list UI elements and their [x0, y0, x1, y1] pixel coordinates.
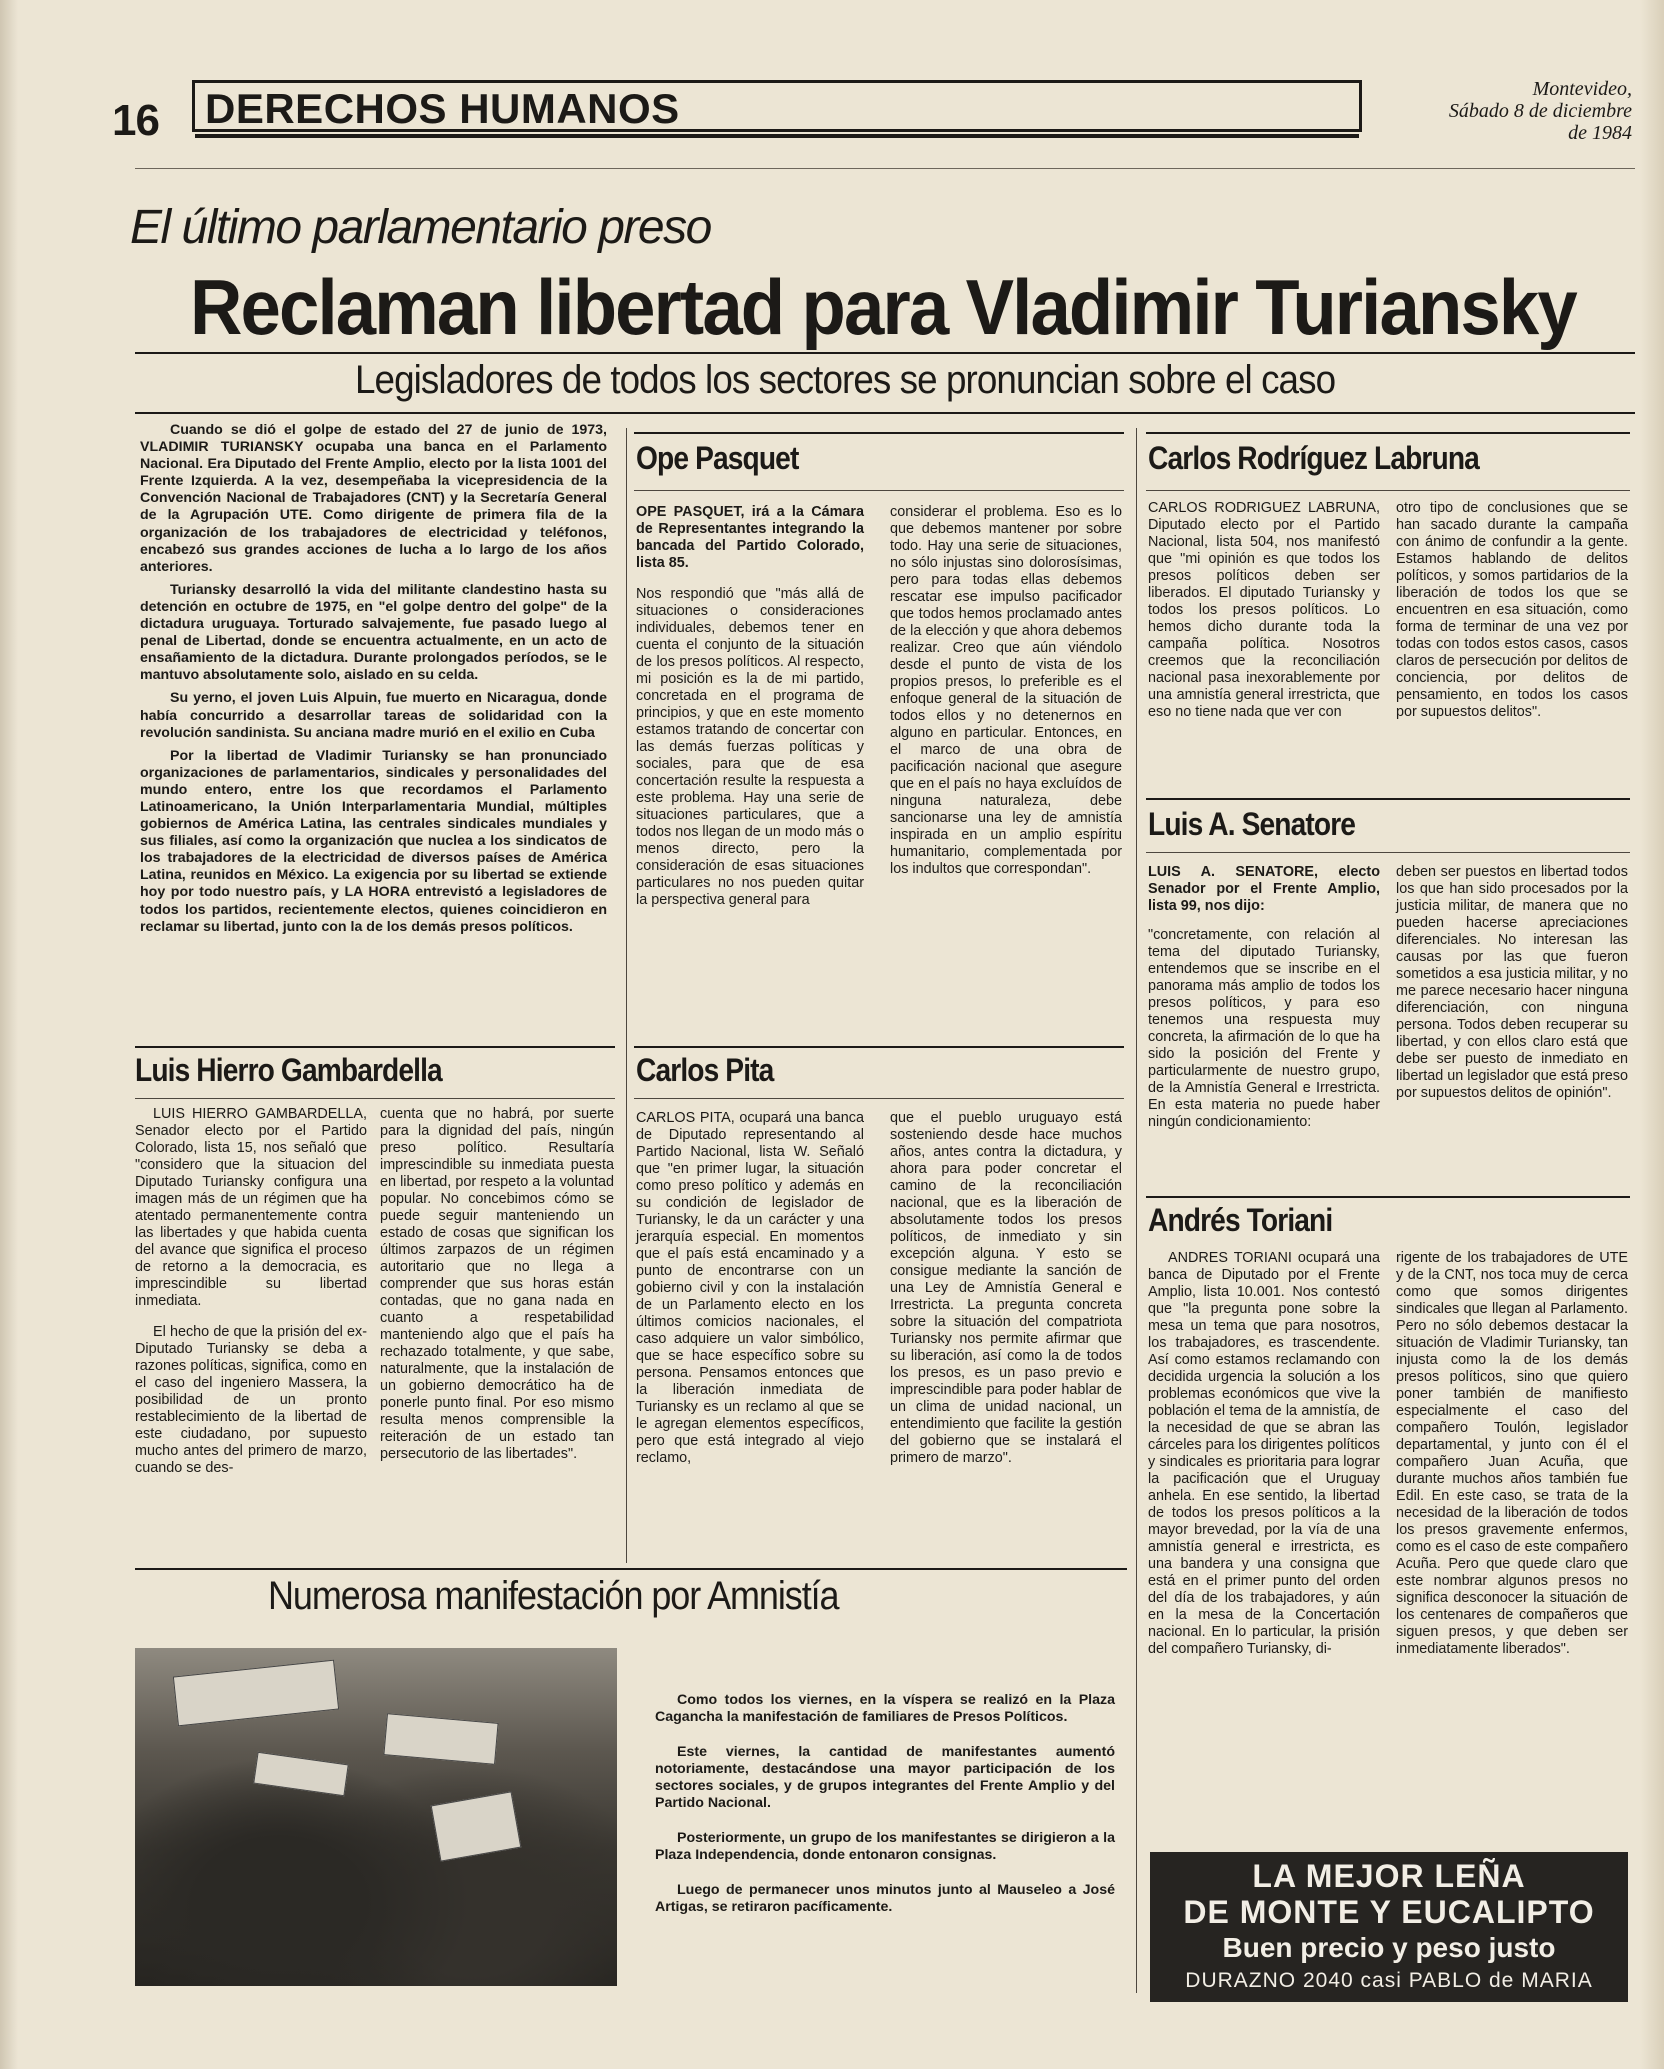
section-underline — [634, 1098, 1124, 1099]
section-underline — [1146, 852, 1630, 853]
ad-line: LA MEJOR LEÑA — [1252, 1858, 1526, 1894]
section-banner — [192, 80, 1362, 132]
paper-edge-right — [1640, 0, 1664, 2069]
demonstration-photo — [135, 1648, 617, 1986]
section-underline — [135, 1098, 615, 1099]
pita-column-1 — [636, 1110, 864, 1473]
labruna-paragraph: otro tipo de conclusiones que se han sacado durante la campaña con ánimo de confundir a la gente. Estamos hablando de delitos políticos, y somos partidarios de la liberación de todos los que se encuentren en esa situación, como forma de terminar de una vez por todas con todos estos casos, casos claros de persecución por delitos de conciencia, por delitos de pensamiento, en todos los casos por supuestos delitos". — [1396, 500, 1628, 720]
pasquet-paragraph: considerar el problema. Eso es lo que debemos mantener por sobre todo. Hay una serie de situaciones, no sólo injustas sino dolorosísimas, pero para todas ellas debemos rescatar ese impulso pacificador que todos hemos proclamado antes de la elección y que ahora debemos realizar. Creo que aún viéndolo desde el punto de vista de los propios presos, lo preferible es el enfoque general de la situación de todos ellos y no detenernos en alguno en particular. Entonces, en el marco de una obra de pacificación nacional que asegure que en el país no haya excluídos de ninguna naturaleza, debe sancionarse una ley de amnistía inspirada en un amplio espíritu humanitario, complementada por los indultos que correspondan". — [890, 504, 1122, 877]
senatore-paragraph: LUIS A. SENATORE, electo Senador por el Frente Amplio, lista 99, nos dijo: — [1148, 864, 1380, 914]
pita-paragraph: CARLOS PITA, ocupará una banca de Diputado representando al Partido Nacional, lista W. Señaló que "en primer lugar, la situación como preso político y además en su condición de legislador de Turiansky, le da un carácter y una jerarquía especial. En momentos que el país está encaminado y a punto de encontrarse con un gobierno civil y con la instalación de un Parlamento electo en los últimos comicios nacionales, el caso adquiere un valor simbólico, que se hace específico sobre su persona. Pensamos entonces que la liberación inmediata de Turiansky es un reclamo al que se le agregan elementos específicos, pero que está integrado al viejo reclamo, — [636, 1110, 864, 1466]
ad-slogan: Buen precio y peso justo — [1222, 1932, 1556, 1963]
section-rule — [135, 1046, 615, 1048]
column-divider — [1136, 428, 1137, 1993]
pasquet-paragraph: OPE PASQUET, irá a la Cámara de Representantes integrando la bancada del Partido Colorado, lista 85. — [636, 504, 864, 571]
protest-banner-shape — [173, 1660, 339, 1727]
hierro-column-2 — [380, 1106, 614, 1469]
labruna-column-1 — [1148, 500, 1380, 727]
toriani-paragraph: rigente de los trabajadores de UTE y de la CNT, nos toca muy de cerca como que somos dirigentes sindicales que llegan al Parlamento. Pero no sólo debemos destacar la situación de Vladimir Turiansky, tan injusta como la de los demás presos políticos, sino que quiero poner también de manifiesto especialmente el caso del compañero Toulón, legislador departamental, y junto con él el compañero Juan Acuña, que durante muchos años también fue Edil. En este caso, se trata de la necesidad de la liberación de todos los presos gravemente enfermos, como es el caso de este compañero Acuña. Pero que quede claro que este nombrar algunos presos no significa desconocer la situación de los centenares de compañeros que siguen presos, y que deben ser inmediatamente liberados". — [1396, 1250, 1628, 1657]
intro-paragraph: Cuando se dió el golpe de estado del 27 de junio de 1973, VLADIMIR TURIANSKY ocupaba una banca en el Parlamento Nacional. Era Diputado del Frente Amplio, electo por la lista 1001 del Frente Izquierda. A la vez, desempeñaba la vicepresidencia de la Convención Nacional de Trabajadores (CNT) y la Secretaría General de la Agrupación UTE. Como dirigente de primera fila de la organización de los trabajadores de electricidad y teléfonos, encabezó sus grandes acciones de lucha a lo largo de los años anteriores. — [140, 422, 607, 575]
page-number: 16 — [112, 96, 159, 145]
headline-rule — [135, 352, 1635, 354]
section-rule — [1146, 432, 1630, 434]
header-rule — [135, 168, 1635, 169]
section-rule — [634, 1046, 1124, 1048]
manifestacion-paragraph: Posteriormente, un grupo de los manifestantes se dirigieron a la Plaza Independencia, donde entonaron consignas. — [655, 1830, 1115, 1863]
section-rule — [1146, 798, 1630, 800]
hierro-paragraph: cuenta que no habrá, por suerte para la dignidad del país, ningún preso político. Resultaría imprescindible su inmediata puesta en libertad, por respeto a la voluntad popular. No concebimos cómo se puede seguir manteniendo un estado de cosas que significan los últimos zarpazos de un régimen autoritario que no llega a comprender que sus horas están contadas, que no gana nada en cuanto a respetabilidad manteniendo algo que el país ha rechazado totalmente, y que sabe, naturalmente, que la instalación de un gobierno democrático ha de ponerle punto final. Por eso mismo resulta menos comprensible la reiteración de un estado tan persecutorio de las libertades". — [380, 1106, 614, 1462]
article-subhead: Legisladores de todos los sectores se pronuncian sobre el caso — [355, 358, 1336, 402]
manifestacion-text — [655, 1692, 1115, 1922]
senatore-column-2 — [1396, 864, 1628, 1108]
section-underline — [634, 490, 1124, 491]
article-kicker: El último parlamentario preso — [130, 201, 711, 254]
toriani-column-1 — [1148, 1250, 1380, 1664]
intro-paragraph: Su yerno, el joven Luis Alpuin, fue muerto en Nicaragua, donde había concurrido a desarrollar tareas de solidaridad con la revolución sandinista. Su anciana madre murió en el exilio en Cuba — [140, 690, 607, 741]
hierro-column-1 — [135, 1106, 367, 1483]
dateline-city: Montevideo, — [1532, 78, 1632, 100]
manifestacion-paragraph: Como todos los viernes, en la víspera se realizó en la Plaza Cagancha la manifestación de familiares de Presos Políticos. — [655, 1692, 1115, 1725]
ad-line: DE MONTE Y EUCALIPTO — [1183, 1894, 1595, 1930]
manifestacion-paragraph: Luego de permanecer unos minutos junto al Mauseleo a José Artigas, se retiraron pacíficamente. — [655, 1882, 1115, 1915]
labruna-paragraph: CARLOS RODRIGUEZ LABRUNA, Diputado electo por el Partido Nacional, lista 504, nos manifestó que "mi opinión es que todos los presos políticos deben ser liberados. El diputado Turiansky y todos los presos políticos. Lo hemos dicho durante toda la campaña política. Nosotros creemos que la reconciliación nacional pasa inexorablemente por una amnistía general irrestricta, que eso no tiene nada que ver con — [1148, 500, 1380, 720]
firewood-advertisement — [1150, 1852, 1628, 2002]
senatore-paragraph: deben ser puestos en libertad todos los que han sido procesados por la justicia militar, de manera que no pueden hacerse apreciaciones diferenciales. No interesan las causas por las que fueron sometidos a esa justicia militar, y no me parece necesario hacer ninguna diferenciación, con ninguna persona. Todos deben recuperar su libertad, y con ellos claro está que debe ser puesto de inmediato en libertad un legislador que está preso por supuestos delitos de opinión". — [1396, 864, 1628, 1101]
section-title: DERECHOS HUMANOS — [205, 85, 680, 132]
intro-paragraph: Por la libertad de Vladimir Turiansky se han pronunciado organizaciones de parlamentarios, sindicales y personalidades del mundo entero, entre los que recordamos el Parlamento Latinoamericano, la Unión Interparlamentaria Mundial, múltiples gobiernos de América Latina, las centrales sindicales mundiales y sus filiales, así como la organización que nuclea a los sindicatos de los trabajadores de la electricidad de diversos países de América Latina, reunidos en México. La exigencia por su libertad se extiende hoy por todo nuestro país, y LA HORA entrevistó a legisladores de todos los partidos, recientemente electos, quienes coincidieron en reclamar su libertad, junto con la de los demás presos políticos. — [140, 747, 607, 935]
article-headline: Reclaman libertad para Vladimir Turiansky — [190, 263, 1576, 351]
pasquet-column-1 — [636, 504, 864, 915]
protest-banner-shape — [431, 1791, 522, 1861]
dateline-day: Sábado 8 de diciembre — [1448, 100, 1632, 122]
section-heading-hierro: Luis Hierro Gambardella — [135, 1052, 442, 1088]
pasquet-paragraph: Nos respondió que "más allá de situaciones o consideraciones individuales, debemos tener en cuenta el conjunto de la situación de los presos políticos. Al respecto, mi posición es la de mi partido, concretada en el programa de principios, y que en este momento estamos tratando de concertar con las demás fuerzas políticas y sociales, para que de esa concertación resulte la respuesta a este problema. Hay una serie de situaciones particulares, que a todos nos llegan de un modo más o menos directo, pero la consideración de esas situaciones particulares no nos pueden quitar la perspectiva general para — [636, 586, 865, 908]
section-heading-pita: Carlos Pita — [636, 1052, 774, 1088]
protest-banner-shape — [383, 1713, 498, 1765]
section-rule — [634, 432, 1124, 434]
senatore-column-1 — [1148, 864, 1380, 1137]
pasquet-column-2 — [890, 504, 1122, 884]
intro-paragraph: Turiansky desarrolló la vida del militante clandestino hasta su detención en octubre de 1975, en "el golpe dentro del golpe" de la dictadura uruguaya. Torturado salvajemente, fue pasado luego al penal de Libertad, donde se encuentra actualmente, en un acto de ensañamiento de la dictadura. Durante prolongados períodos, se le mantuvo absolutamente solo, aislado en su celda. — [140, 581, 607, 684]
manifestacion-paragraph: Este viernes, la cantidad de manifestantes aumentó notoriamente, destacándose una mayor participación de los sectores sociales, y de grupos integrantes del Frente Amplio y del Partido Nacional. — [655, 1744, 1115, 1811]
toriani-paragraph: ANDRES TORIANI ocupará una banca de Diputado por el Frente Amplio, lista 10.001. Nos contestó que "la pregunta pone sobre la mesa un tema que para nosotros, los trabajadores, es trascendente. Así como estamos reclamando con decidida urgencia la solución a los problemas económicos que vive la población el tema de la amnistía, de la necesidad de que se abran las cárceles para los dirigentes políticos y sindicales es prioritaria para lograr la pacificación que el Uruguay anhela. En ese sentido, la libertad de todos los presos políticos a la mayor brevedad, por la vía de una amnistía general e irrestricta, es una bandera y una consigna que está en el primer punto del orden del día de los trabajadores, y aún en la mesa de la Concertación nacional. En lo particular, la prisión del compañero Turiansky, di- — [1148, 1250, 1380, 1657]
section-heading-labruna: Carlos Rodríguez Labruna — [1148, 440, 1479, 476]
section-heading-pasquet: Ope Pasquet — [636, 440, 799, 476]
pita-column-2 — [890, 1110, 1122, 1473]
section-heading-toriani: Andrés Toriani — [1148, 1202, 1333, 1238]
hierro-paragraph: El hecho de que la prisión del ex-Diputado Turiansky se deba a razones políticas, significa, como en el caso del ingeniero Massera, la posibilidad de un pronto restablecimiento de la libertad de este ciudadano, por supuesto mucho antes del primero de marzo, cuando se des- — [135, 1324, 367, 1476]
ad-address: DURAZNO 2040 casi PABLO de MARIA — [1185, 1969, 1593, 1992]
paper-edge-left — [0, 0, 18, 2069]
article-intro — [140, 422, 607, 942]
pita-paragraph: que el pueblo uruguayo está sosteniendo desde hace muchos años, antes contra la dictadura, y ahora para poder concretar el camino de la reconciliación nacional, que es la liberación de absolutamente todos los presos políticos, de inmediato y sin excepción alguna. Y esto se consigue mediante la sanción de una Ley de Amnistía General e Irrestricta. La pregunta concreta sobre la situación del compatriota Turiansky nos permite afirmar que su liberación, así como la de todos los presos, es un paso previo e imprescindible para poder hablar de un clima de unidad nacional, un entendimiento que facilite la gestión del gobierno que se instalará el primero de marzo". — [890, 1110, 1122, 1466]
section-underline — [1146, 490, 1630, 491]
column-divider — [626, 428, 627, 1563]
section-heading-senatore: Luis A. Senatore — [1148, 806, 1356, 842]
subhead-rule — [135, 412, 1635, 414]
toriani-column-2 — [1396, 1250, 1628, 1664]
senatore-paragraph: "concretamente, con relación al tema del diputado Turiansky, entendemos que se inscribe en el panorama más amplio de todos los presos políticos, y para eso tenemos una respuesta muy concreta, la afirmación de lo que ha sido la posición del Frente y particularmente de nuestro grupo, de la Amnistía General e Irrestricta. En esta materia no puede haber ningún condicionamiento: — [1148, 927, 1380, 1130]
section-rule — [1146, 1196, 1630, 1198]
manifestacion-heading: Numerosa manifestación por Amnistía — [268, 1574, 839, 1618]
dateline — [1449, 78, 1632, 144]
labruna-column-2 — [1396, 500, 1628, 727]
section-rule — [135, 1568, 1127, 1570]
protest-banner-shape — [253, 1752, 349, 1796]
hierro-paragraph: LUIS HIERRO GAMBARDELLA, Senador electo por el Partido Colorado, lista 15, nos señaló que "considero que la situacion del Diputado Turiansky configura una imagen más de un régimen que ha atentado permanentemente contra las libertades y que habida cuenta del avance que significa el proceso de retorno a la democracia, es imprescindible su libertad inmediata. — [135, 1106, 367, 1309]
dateline-year: de 1984 — [1568, 122, 1632, 144]
